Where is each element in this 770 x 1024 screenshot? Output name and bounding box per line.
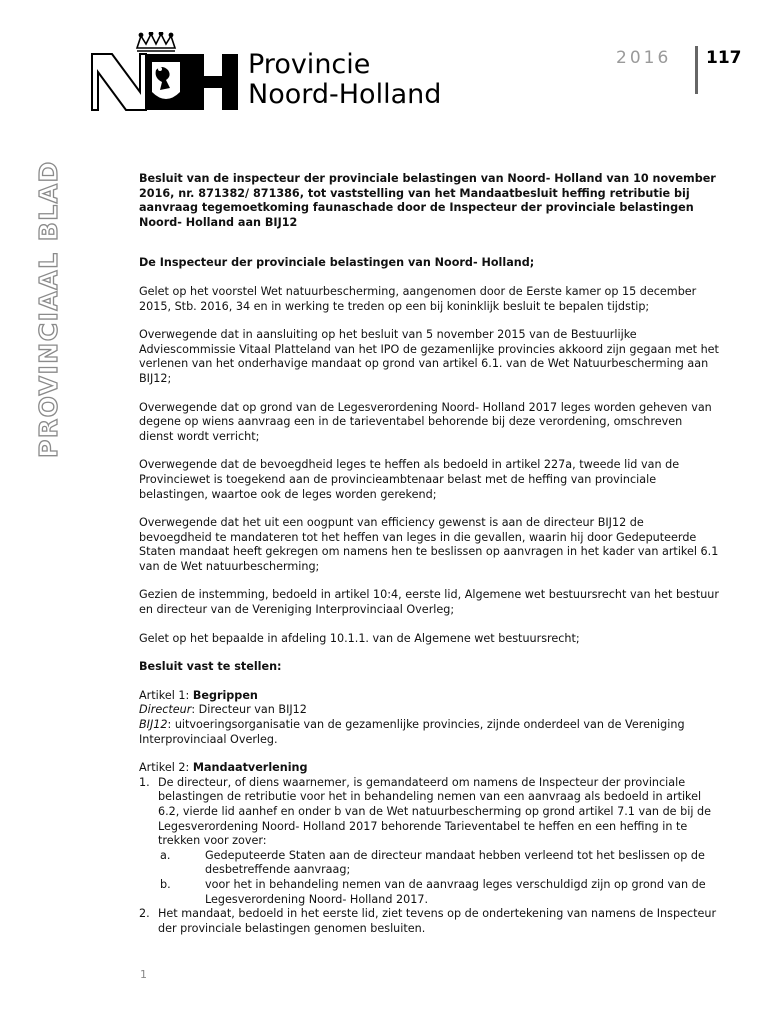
consideration-paragraph: Gezien de instemming, bedoeld in artikel 10:4, eerste lid, Algemene wet bestuursrecht van het bestuur en directeur van de Vereniging Interprovinciaal Overleg; (139, 588, 719, 617)
article-2-heading (139, 761, 719, 776)
definition-term: Directeur (139, 703, 192, 717)
sub-list-letter: b. (160, 877, 171, 891)
consideration-paragraph: Gelet op het voorstel Wet natuurbescherming, aangenomen door de Eerste kamer op 15 december 2015, Stb. 2016, 34 en in werking te treden op een bij koninklijk besluit te bepalen tijdstip; (139, 284, 697, 313)
organization-name-line2: Noord-Holland (248, 79, 442, 110)
document-body (139, 172, 719, 936)
consideration-paragraph: Overwegende dat op grond van de Legesverordening Noord- Holland 2017 leges worden geheven van degene op wiens aanvraag een in de tarieventabel behorende bij deze verordening, omschreven dienst wordt verricht; (139, 400, 712, 443)
list-item-text: De directeur, of diens waarnemer, is gemandateerd om namens de Inspecteur der provinciale belastingen de retributie voor het in behandeling nemen van een aanvraag als bedoeld in artikel 6.2, vierde lid aanhef en onder b van de Wet natuurbescherming op grond artikel 7.1 van de bij de Legesverordening Noord- Holland 2017 behorende Tarieventabel te heffen en een heffing in te trekken voor zover: (158, 775, 711, 848)
consideration-paragraph: Overwegende dat de bevoegdheid leges te heffen als bedoeld in artikel 227a, tweede lid van de Provinciewet is toegekend aan de provincieambtenaar belast met de heffing van provinciale belastingen, waartoe ook de leges worden gerekend; (139, 458, 680, 501)
consideration-paragraph: Overwegende dat het uit een oogpunt van efficiency gewenst is aan de directeur BIJ12 de bevoegdheid te mandateren tot het heffen van leges in die gevallen, waarin hij door Gedeputeerde Staten mandaat heeft gekregen om namens hen te beslissen op aanvragen in het kader van artikel 6.1 van de Wet natuurbescherming; (139, 516, 719, 573)
crown-icon (137, 32, 175, 51)
letter-h-shape (188, 54, 238, 110)
side-label: PROVINCIAAL BLAD (34, 160, 63, 458)
definition-text: : Directeur van BIJ12 (191, 703, 307, 717)
organization-name (248, 50, 441, 110)
issue-number: 117 (706, 48, 742, 68)
publication-year: 2016 (616, 48, 672, 68)
list-item-text: Het mandaat, bedoeld in het eerste lid, ziet tevens op de ondertekening van namens de Inspecteur der provinciale belastingen genomen besluiten. (158, 907, 717, 935)
sub-list-text: voor het in behandeling nemen van de aanvraag leges verschuldigd zijn op grond van de Legesverordening Noord- Holland 2017. (205, 877, 706, 906)
document-title: Besluit van de inspecteur der provinciale belastingen van Noord- Holland van 10 november 2016, nr. 871382/ 871386, tot vaststelling van het Mandaatbesluit heffing retributie bij aanvraag tegemoetkoming faunaschade door de Inspecteur der provinciale belastingen Noord- Holland aan BIJ12 (139, 172, 716, 229)
list-item (139, 776, 719, 907)
sub-list-text: Gedeputeerde Staten aan de directeur mandaat hebben verleend tot het beslissen op de desbetreffende aanvraag; (205, 848, 705, 877)
coat-of-arms-icon (146, 54, 188, 110)
article-1-heading (139, 689, 719, 704)
definition-text: : uitvoeringsorganisatie van de gezamenlijke provincies, zijnde onderdeel van de Vereniging Interprovinciaal Overleg. (139, 718, 685, 746)
list-number: 2. (139, 907, 150, 921)
list-number: 1. (139, 775, 150, 789)
sub-list (158, 849, 719, 907)
sub-list-item (158, 849, 719, 878)
article-prefix: Artikel 2: (139, 761, 193, 775)
article-title: Begrippen (192, 688, 258, 702)
sub-list-letter: a. (160, 848, 171, 862)
sub-list-item (158, 878, 719, 907)
consideration-paragraph: Gelet op het bepaalde in afdeling 10.1.1. van de Algemene wet bestuursrecht; (139, 631, 580, 645)
decision-heading: Besluit vast te stellen: (139, 660, 282, 674)
provincie-logo (90, 32, 240, 112)
article-title: Mandaatverlening (192, 761, 308, 775)
organization-name-line1: Provincie (248, 49, 371, 80)
header-divider (695, 46, 698, 94)
letter-n-shape (92, 54, 146, 110)
consideration-paragraph: Overwegende dat in aansluiting op het besluit van 5 november 2015 van de Bestuurlijke Adviescommissie Vitaal Platteland van het IPO de gezamenlijke provincies akkoord zijn gegaan met het verlenen van het onderhavige mandaat op grond van artikel 6.1. van de Wet Natuurbescherming aan BIJ12; (139, 328, 719, 385)
article-prefix: Artikel 1: (139, 688, 193, 702)
list-item (139, 907, 719, 936)
preamble-heading: De Inspecteur der provinciale belastingen van Noord- Holland; (139, 256, 535, 270)
article-2-list (139, 776, 719, 937)
definition-term: BIJ12 (139, 718, 168, 732)
definition-bij12 (139, 718, 719, 747)
definition-directeur (139, 703, 719, 718)
page-number: 1 (140, 968, 147, 981)
